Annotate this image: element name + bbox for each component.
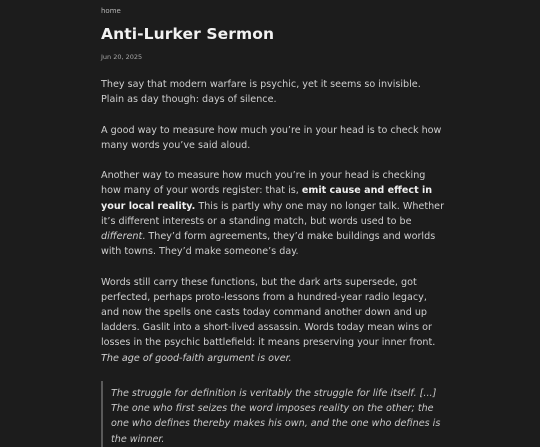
- post-title: Anti-Lurker Sermon: [101, 25, 275, 43]
- post-date: Jun 20, 2025: [101, 53, 143, 61]
- home-link[interactable]: home: [101, 7, 121, 15]
- paragraph-3-text-c: . They’d form agreements, they’d make buildings and worlds with towns. They’d make someone’s day.: [101, 231, 436, 258]
- paragraph-3: [101, 168, 446, 259]
- paragraph-4: [101, 275, 446, 366]
- paragraph-1: They say that modern warfare is psychic, yet it seems so invisible. Plain as day though: days of silence.: [101, 79, 421, 106]
- paragraph-4-italic: The age of good-faith argument is over.: [101, 352, 292, 364]
- paragraph-3-emphasis: emit cause and effect in your local reality.: [101, 185, 433, 212]
- paragraph-3-text-b: This is partly why one may no longer talk. Whether it’s different interests or a standing match, but words used to be: [101, 200, 445, 227]
- paragraph-3-italic: different: [101, 231, 143, 242]
- blockquote: The struggle for definition is veritably the struggle for life itself. [...] The one who first seizes the word imposes reality on the other; the one who defines thereby makes his own, and the one who defines is the winner.: [101, 381, 446, 447]
- paragraph-4-text: Words still carry these functions, but the dark arts supersede, got perfected, perhaps proto-lessons from a hundred-year radio legacy, and now the spells one casts today command another down and up ladders. Gaslit into a short-lived assassin. Words today mean wins or losses in the psychic battlefield: it means preserving your inner front.: [101, 276, 436, 349]
- paragraph-3-text-a: Another way to measure how much you’re in your head is checking how many of your words register: that is,: [101, 170, 426, 197]
- paragraph-2: A good way to measure how much you’re in your head is to check how many words you’ve said aloud.: [101, 124, 442, 151]
- post-content: [101, 77, 446, 447]
